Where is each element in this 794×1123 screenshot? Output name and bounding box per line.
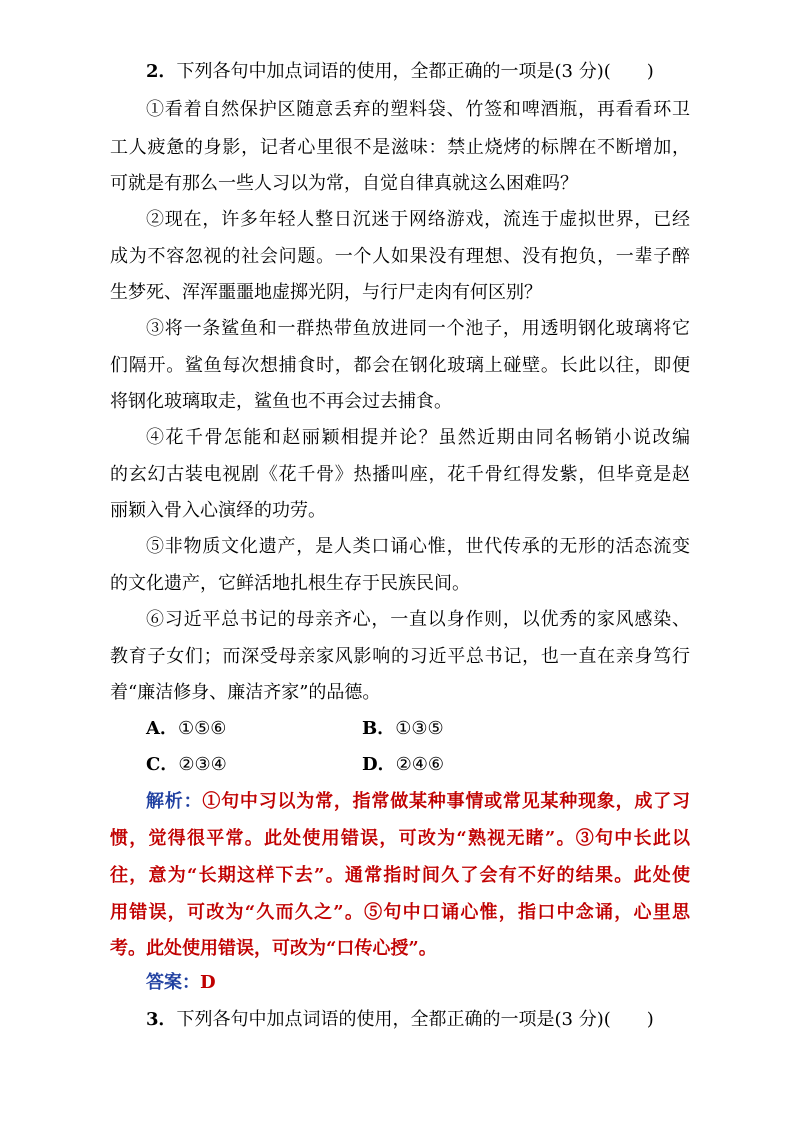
option-c-text: ②③④ (178, 754, 227, 775)
option-a (146, 717, 226, 741)
sentence-5-line-2: 的文化遗产，它鲜活地扎根生存于民族民间。 (110, 573, 470, 594)
sentence-2-line-3: 生梦死、浑浑噩噩地虚掷光阴，与行尸走肉有何区别？ (110, 282, 542, 303)
analysis-line-1 (146, 790, 690, 814)
analysis-label: 解析： (146, 791, 203, 812)
option-d (362, 753, 444, 777)
sentence-4-line-3: 丽颖入骨入心演绎的功劳。 (110, 500, 326, 521)
question-3-text: 下列各句中加点词语的使用，全都正确的一项是 (176, 1009, 555, 1030)
sentence-3-line-3: 将钢化玻璃取走，鲨鱼也不再会过去捕食。 (110, 391, 452, 412)
sentence-1-line-1: ①看着自然保护区随意丢弃的塑料袋、竹签和啤酒瓶，再看看环卫 (146, 99, 690, 120)
question-2-text: 下列各句中加点词语的使用，全都正确的一项是 (176, 61, 555, 82)
option-b-text: ①③⑤ (395, 718, 444, 739)
sentence-4-line-2: 的玄幻古装电视剧《花千骨》热播叫座，花千骨红得发紫，但毕竟是赵 (110, 464, 690, 485)
question-2-score: (3 分)( ) (554, 61, 654, 82)
sentence-5-line-1: ⑤非物质文化遗产，是人类口诵心惟，世代传承的无形的活态流变 (146, 536, 690, 557)
sentence-6-line-3: 着“廉洁修身、廉洁齐家”的品德。 (110, 682, 381, 703)
sentence-6-line-2: 教育子女们；而深受母亲家风影响的习近平总书记，也一直在亲身笃行 (110, 646, 690, 667)
option-a-text: ①⑤⑥ (177, 718, 227, 739)
option-b-letter: B． (362, 718, 396, 739)
sentence-2-line-2: 成为不容忽视的社会问题。一个人如果没有理想、没有抱负，一辈子醉 (110, 246, 690, 267)
sentence-6-line-1: ⑥习近平总书记的母亲齐心，一直以身作则，以优秀的家风感染、 (146, 609, 690, 630)
option-c-letter: C． (146, 754, 179, 775)
answer-value: D (200, 972, 216, 993)
option-b (362, 717, 444, 741)
question-3-number: 3． (146, 1009, 177, 1030)
sentence-3-line-1: ③将一条鲨鱼和一群热带鱼放进同一个池子，用透明钢化玻璃将它 (146, 318, 690, 339)
option-c (146, 753, 227, 777)
analysis-line-5: 考。此处使用错误，可改为“口传心授”。 (110, 938, 437, 959)
sentence-1-line-3: 可就是有那么一些人习以为常，自觉自律真就这么困难吗？ (110, 173, 578, 194)
option-a-letter: A． (146, 718, 178, 739)
sentence-1-line-2: 工人疲惫的身影，记者心里很不是滋味：禁止烧烤的标牌在不断增加， (110, 137, 690, 158)
sentence-4-line-1: ④花千骨怎能和赵丽颖相提并论？虽然近期由同名畅销小说改编 (146, 427, 690, 448)
answer-label: 答案： (146, 972, 200, 993)
analysis-line-3: 往，意为“长期这样下去”。通常指时间久了会有不好的结果。此处使 (110, 865, 690, 886)
question-2-stem (146, 60, 690, 84)
question-2-number: 2． (146, 61, 177, 82)
analysis-line-2: 惯，觉得很平常。此处使用错误，可改为“熟视无睹”。③句中长此以 (110, 828, 690, 849)
answer-line (146, 971, 690, 995)
sentence-3-line-2: 们隔开。鲨鱼每次想捕食时，都会在钢化玻璃上碰壁。长此以往，即便 (110, 355, 690, 376)
question-3-score: (3 分)( ) (554, 1009, 654, 1030)
option-d-text: ②④⑥ (395, 754, 445, 775)
analysis-line-4: 用错误，可改为“久而久之”。⑤句中口诵心惟，指口中念诵，心里思 (110, 902, 690, 923)
option-d-letter: D． (362, 754, 396, 775)
sentence-2-line-1: ②现在，许多年轻人整日沉迷于网络游戏，流连于虚拟世界，已经 (146, 209, 690, 230)
analysis-text-1: ①句中习以为常，指常做某种事情或常见某种现象，成了习 (202, 791, 690, 812)
question-3-stem (146, 1008, 690, 1032)
